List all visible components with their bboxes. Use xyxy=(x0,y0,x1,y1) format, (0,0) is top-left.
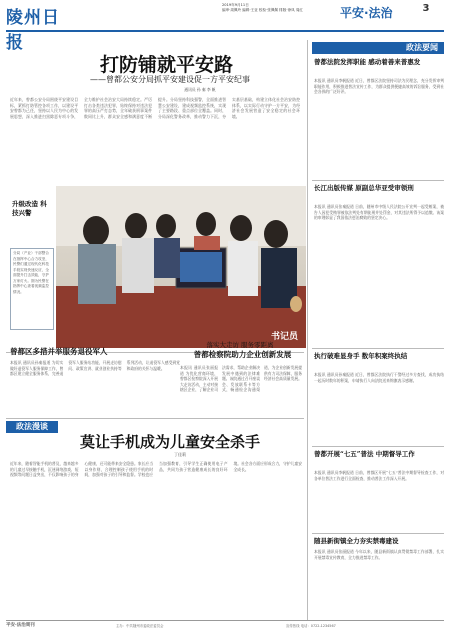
comment-tag: 政法漫谈 xyxy=(6,421,58,433)
right-item-body: 本报讯 通讯员张丽报道 今年以来，随县新街镇认真贯彻禁毒工作部署，扎实开展禁毒宣传教育，全力推进禁毒工作。 xyxy=(314,549,444,560)
footer-right: 宣传热线 电话：0722-1234567 xyxy=(286,624,336,628)
story3-kicker: 落实大走访 服务零距离 xyxy=(206,341,274,349)
right-item-body: 本报讯 通讯员孙秦报道 近日，曾都区法院执行干警经过多方查找，成功执结一起历时数年的积案，申请执行人向法院送来锦旗表示感谢。 xyxy=(314,372,444,383)
lead-headline: 打防铺就平安路 xyxy=(100,54,234,76)
dateline xyxy=(222,3,332,13)
comment-byline: 丁佳莉 xyxy=(174,452,186,457)
news-photo xyxy=(56,186,306,348)
story2-body: 本报讯 通讯员孙秦报道 为切实做好退役军人服务保障工作，曾都区建立健全服务体系，完善退役军人服务站功能，开展走访慰问、政策宣讲、就业创业扶持等系列活动，让退役军人感受到党和政府的关怀与温暖。 xyxy=(10,360,180,377)
story3-body: 本报讯 通讯员张丽报道 为优化营商环境，曾都区检察院深入开展大走访活动，主动对接辖区企业，了解企业司法需求，帮助企业解决发展中遇到的法律难题。该院通过召开座谈会、发放联系卡等方式，畅通检企沟通渠道，为企业创新发展提供有力司法保障，服务经济社会高质量发展。 xyxy=(180,365,302,393)
photo-watermark: 书记员 xyxy=(270,332,298,342)
right-item-headline: 执行破难显身手 数年积案终执结 xyxy=(314,352,408,360)
masthead-logo: 陵州日报 xyxy=(6,8,60,53)
right-item-body: 本报讯 通讯员李帆报道 近日，曾都区法院坚持司法为民理念，充分发挥审判职能作用，积极推进普法宣传工作，为群众提供便捷高效的诉讼服务，受到社会各界的广泛好评。 xyxy=(314,78,444,95)
story3-headline: 曾都检察院助力企业创新发展 xyxy=(193,350,292,359)
lead-kicker: 升级改造 科技兴警 xyxy=(12,200,47,217)
comment-body: 近年来，随着智能手机的普及，越来越多的儿童过早接触手机，沉迷网络游戏、短视频等问题日益突出，不仅影响孩子的身心健康，还可能带来安全隐患。家长应当以身作则，合理控制孩子使用手机的时间，加强对孩子的引导和监督。学校也应当加强教育，引导学生正确使用电子产品，共同为孩子营造健康成长的良好环境。社会各方面应形成合力，守护儿童安全成长。 xyxy=(10,461,302,478)
divider xyxy=(312,446,444,447)
dateline-editors: 编审·周佩玲 编辑·王亚 校检·张佩佩 排版·徐凤 周红 xyxy=(222,8,304,12)
right-item-headline: 曾都开展“七五”普法 中期督导工作 xyxy=(314,450,415,458)
right-item-headline: 随县新街镇全力夯实禁毒建设 xyxy=(314,537,399,545)
lead-subheadline: ——曾都公安分局抓平安建设促一方平安纪事 xyxy=(90,75,250,84)
right-item-body: 本报讯 通讯员李帆报道 日前，曾都区开展“七五”普法中期督导检查工作，对各单位普法工作进行全面检查，推动普法工作深入开展。 xyxy=(314,470,444,481)
right-item-headline: 长江出版传媒 原副总华亚受审领刑 xyxy=(314,184,414,192)
divider xyxy=(312,348,444,349)
page-footer xyxy=(6,620,444,639)
lead-body: 近年来，曾都公安分局围绕平安建设目标，紧抓打防管控各项工作，以建设平安曾都为己任，坚持以人民为中心的发展思想，深入推进扫黑除恶专项斗争，全力维护社会治安大局持续稳定。严厉打击各类违法犯罪，始终保持对违法犯罪的高压严打态势，全年破获刑事案件数同比上升，群众安全感和满意度不断提升。分局坚持科技强警，全面推进智慧公安建设，建成视频监控系统，实现了主要路段、重点部位全覆盖。同时，分局深化警务改革，推动警力下沉，夯实基层基础，构建立体化社会治安防控体系，以实际行动守护一方平安，为经济社会发展营造了安全稳定的社会环境。 xyxy=(10,97,300,119)
divider xyxy=(312,533,444,534)
footer-left: 平安·法治周刊 xyxy=(6,623,35,628)
divider xyxy=(312,180,444,181)
lead-byline: 通讯员 孙 秦 李 帆 xyxy=(184,87,216,92)
dateline-date: 2019年9月11日 xyxy=(222,3,249,7)
footer-middle: 主办：中共随州市委政法委员会 xyxy=(116,624,164,628)
photo-illustration xyxy=(56,186,306,348)
right-item-body: 本报讯 通讯员张秦报道 日前，随州市中级人民法院公开宣判一起受贿案，被告人因犯受贿罪被依法判处有期徒刑并处罚金，对其违法所得予以追缴。该案的审理彰显了我国依法惩治腐败的坚定决心。 xyxy=(314,204,444,221)
divider xyxy=(6,418,304,419)
section-title: 平安·法治 xyxy=(340,6,393,20)
masthead-rule xyxy=(6,30,444,32)
photo-caption-box: 分局（产业）干部整合在指挥中心合力攻坚，民警们通过现代化科技手段实现快速反应，全面提升打击效能，守护万家灯火。图为民警在指挥中心查看视频监控情况。 xyxy=(10,248,54,330)
story2-headline: 曾都区多措并举服务退役军人 xyxy=(10,347,108,356)
column-separator xyxy=(307,40,308,620)
comment-headline: 莫让手机成为儿童安全杀手 xyxy=(80,433,261,451)
right-column-tag: 政法要闻 xyxy=(312,42,444,54)
page-number: 3 xyxy=(422,3,430,14)
right-item-headline: 曾都法院发挥职能 感动着善来普惠发 xyxy=(314,58,421,66)
